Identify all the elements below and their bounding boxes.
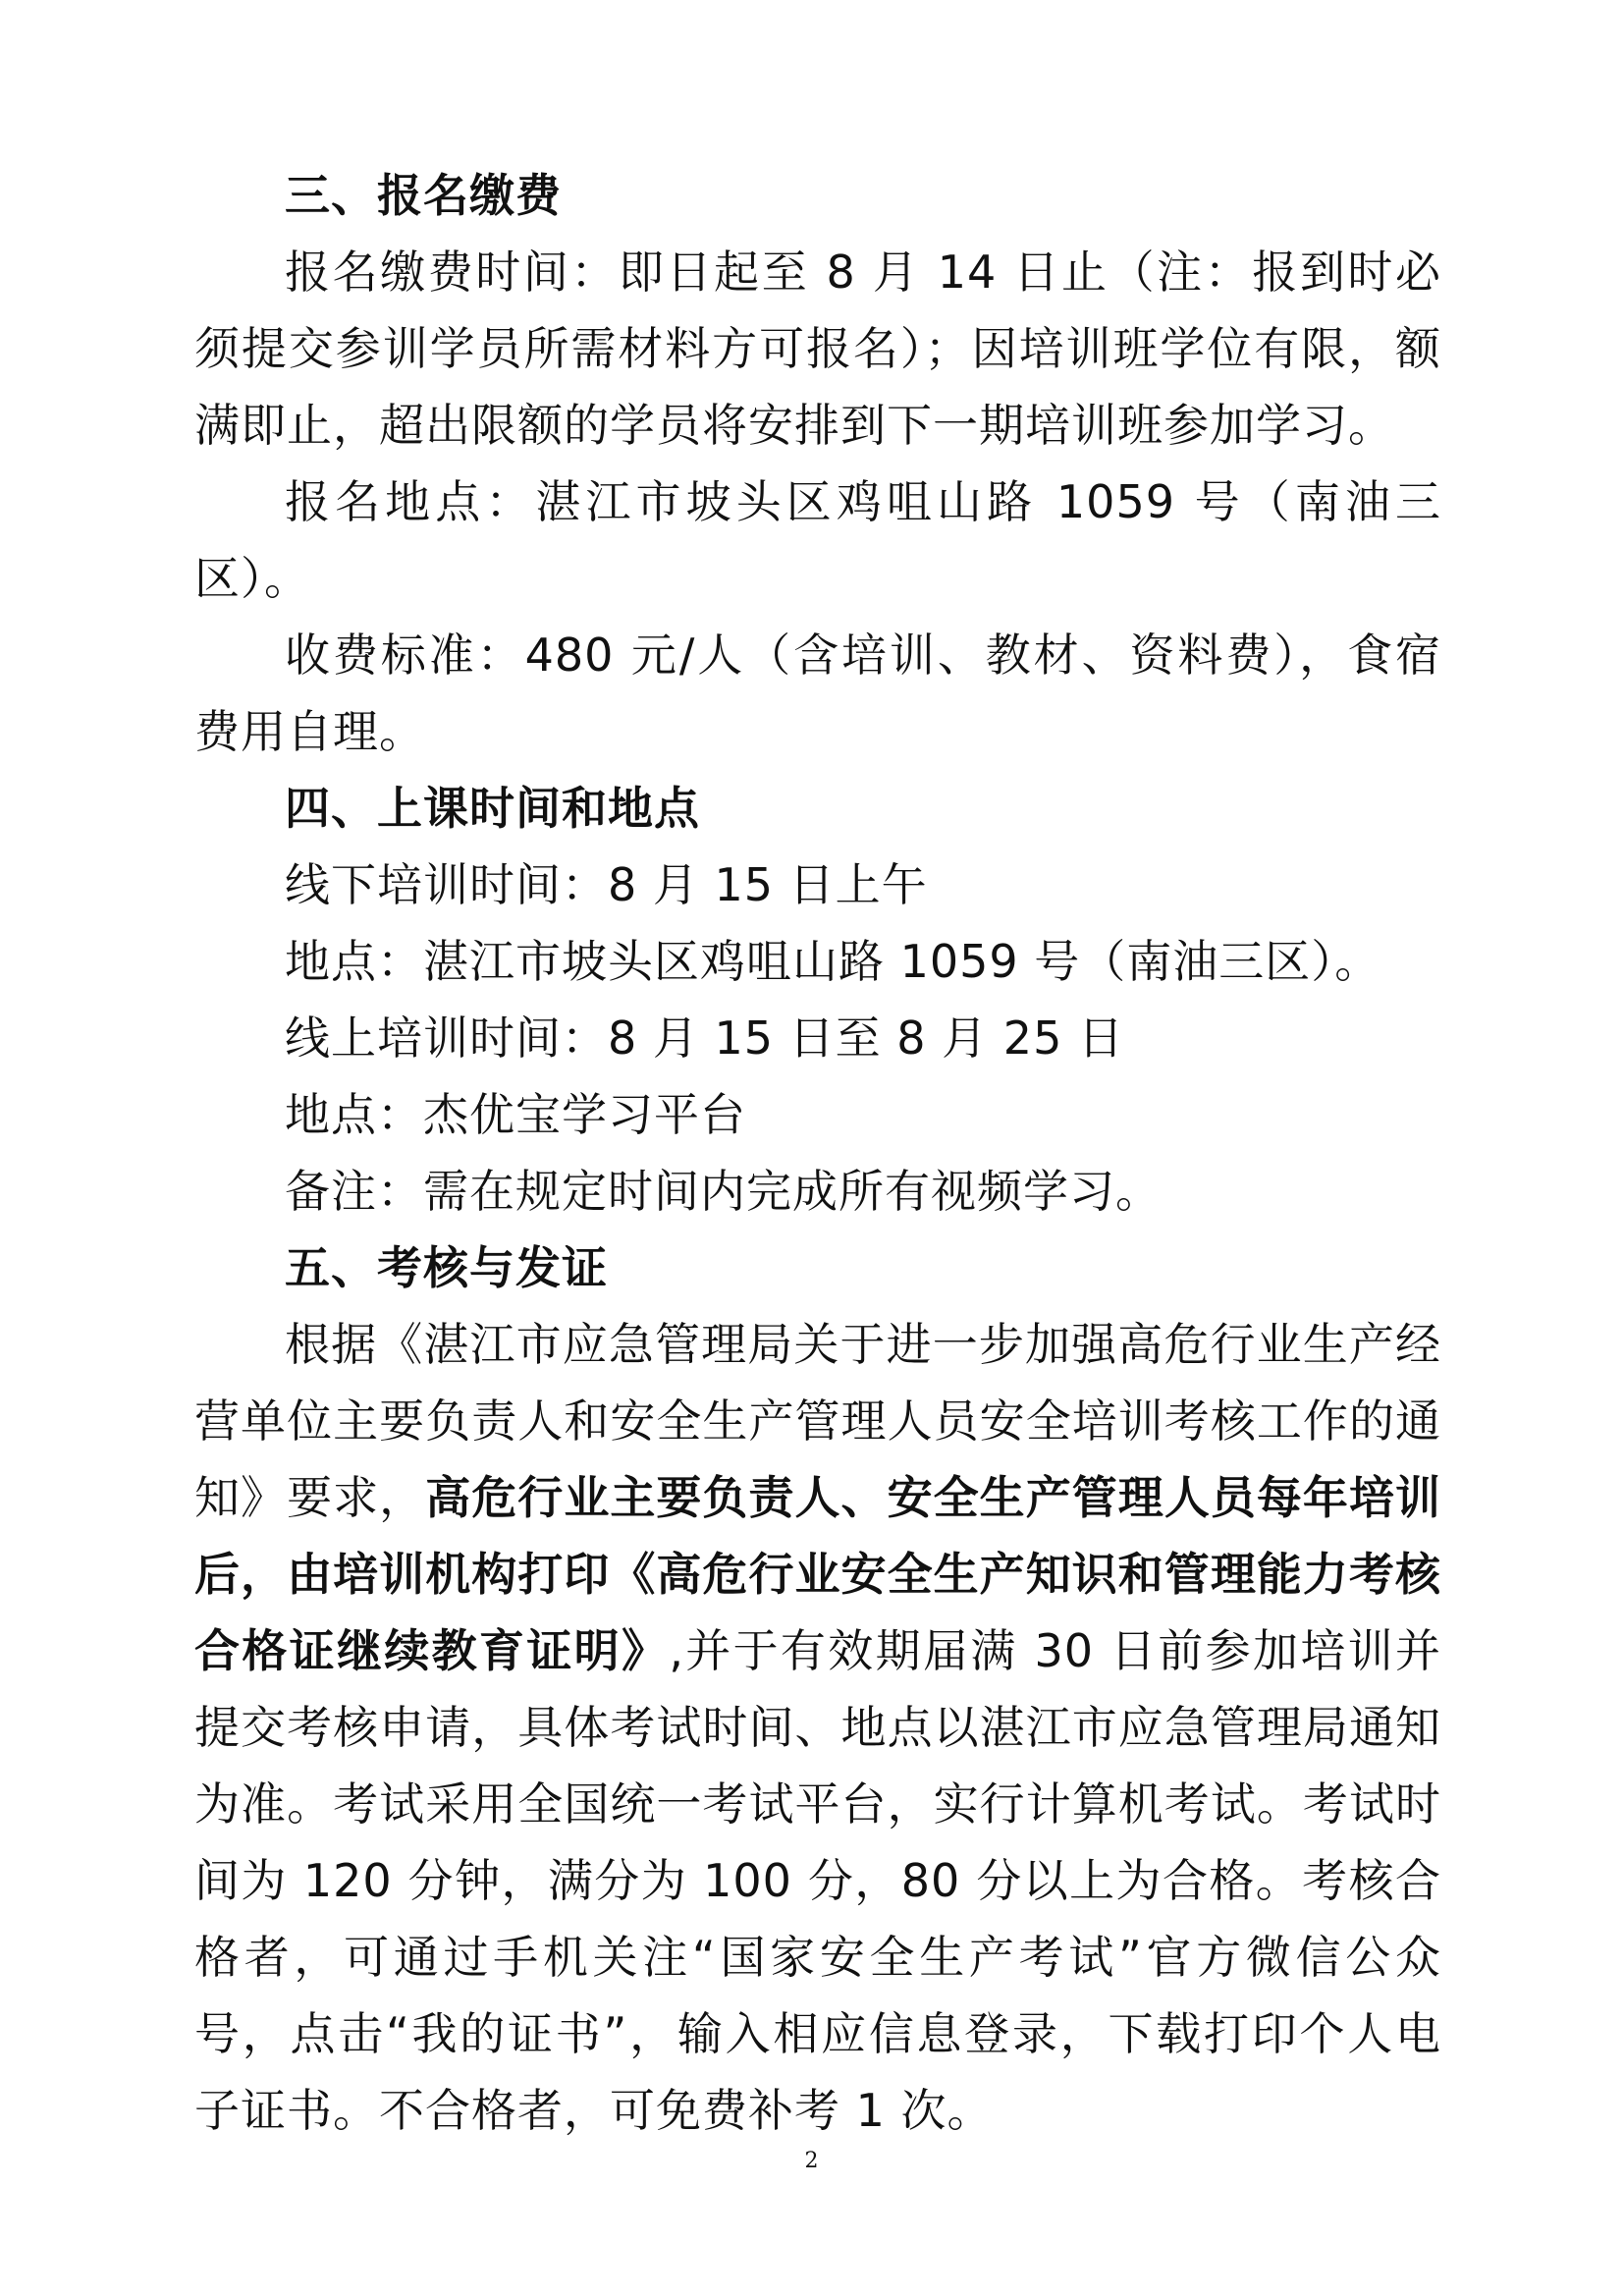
page-number: 2: [804, 2149, 819, 2173]
assessment-text-end: ,并于有效期届满 30 日前参加培训并提交考核申请，具体考试时间、地点以湛江市应急管理局通知为准。考试采用全国统一考试平台，实行计算机考试。考试时间为 120 分钟，满分为 100 分，80 分以上为合格。考核合格者，可通过手机关注“国家安全生产考试”官方微信公众号，点击“我的证书”，输入相应信息登录，下载打印个人电子证书。不合格者，可免费补考 1 次。: [194, 1624, 1442, 2137]
online-training-time: 线上培训时间：8 月 15 日至 8 月 25 日: [285, 1011, 1124, 1065]
training-note: 备注：需在规定时间内完成所有视频学习。: [285, 1165, 1162, 1218]
section-heading-assessment: 五、考核与发证: [285, 1241, 608, 1294]
assessment-paragraph: [194, 1306, 1441, 2149]
assessment-text-bold: 高危行业主要负责人、安全生产管理人员每年培训后，由培训机构打印《高危行业安全生产知识和管理能力考核合格证继续教育证明》: [194, 1471, 1442, 1677]
fee-standard-paragraph: 收费标准：480 元/人（含培训、教材、资料费），食宿费用自理。: [194, 629, 1441, 758]
assessment-text-start: 根据《湛江市应急管理局关于进一步加强高危行业生产经营单位主要负责人和安全生产管理人员安全培训考核工作的通知》要求，: [194, 1318, 1441, 1524]
offline-training-location: 地点：湛江市坡头区鸡咀山路 1059 号（南油三区）。: [285, 935, 1381, 988]
offline-training-time: 线下培训时间：8 月 15 日上午: [285, 858, 928, 911]
online-training-location: 地点：杰优宝学习平台: [285, 1088, 746, 1141]
registration-time-paragraph: 报名缴费时间：即日起至 8 月 14 日止（注：报到时必须提交参训学员所需材料方可报名）；因培训班学位有限，额满即止，超出限额的学员将安排到下一期培训班参加学习。: [194, 246, 1441, 452]
document-page: [194, 157, 1441, 2149]
section-heading-registration: 三、报名缴费: [285, 169, 562, 222]
registration-location-paragraph: 报名地点：湛江市坡头区鸡咀山路 1059 号（南油三区）。: [194, 475, 1441, 605]
section-heading-class-time: 四、上课时间和地点: [285, 782, 700, 835]
